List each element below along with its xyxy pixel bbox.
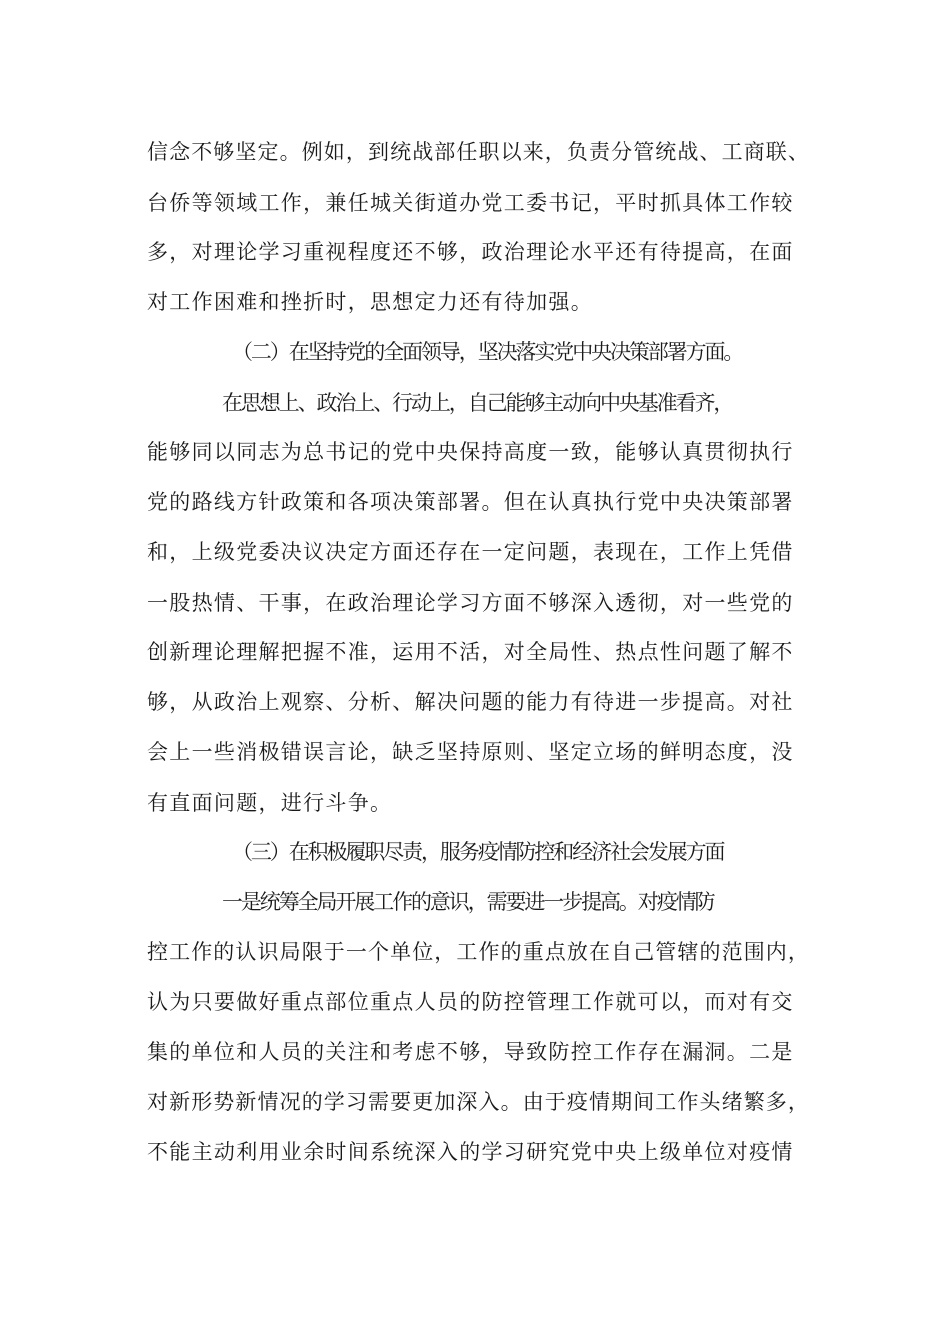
section-heading-3: （三）在积极履职尽责，服务疫情防控和经济社会发展方面 — [232, 840, 724, 864]
paragraph-line: 党的路线方针政策和各项决策部署。但在认真执行党中央决策部署 — [147, 490, 794, 514]
paragraph-line: 认为只要做好重点部位重点人员的防控管理工作就可以，而对有交 — [147, 990, 794, 1014]
paragraph-line: 在思想上、政治上、行动上，自己能够主动向中央基准看齐， — [222, 391, 733, 415]
paragraph-line: 能够同以同志为总书记的党中央保持高度一致，能够认真贯彻执行 — [147, 440, 794, 464]
paragraph-line: 一股热情、干事，在政治理论学习方面不够深入透彻，对一些党的 — [147, 591, 794, 615]
paragraph-line: 和，上级党委决议决定方面还存在一定问题，表现在，工作上凭借 — [147, 540, 794, 564]
paragraph-line: 对新形势新情况的学习需要更加深入。由于疫情期间工作头绪繁多， — [147, 1090, 810, 1114]
paragraph-line: 多，对理论学习重视程度还不够，政治理论水平还有待提高，在面 — [147, 240, 794, 264]
paragraph-line: 信念不够坚定。例如，到统战部任职以来，负责分管统战、工商联、 — [147, 140, 810, 164]
paragraph-line: 集的单位和人员的关注和考虑不够，导致防控工作存在漏洞。二是 — [147, 1040, 794, 1064]
paragraph-line: 控工作的认识局限于一个单位，工作的重点放在自己管辖的范围内， — [147, 940, 810, 964]
paragraph-line: 有直面问题，进行斗争。 — [147, 791, 393, 815]
paragraph-line: 对工作困难和挫折时，思想定力还有待加强。 — [147, 290, 593, 314]
paragraph-line: 不能主动利用业余时间系统深入的学习研究党中央上级单位对疫情 — [147, 1140, 794, 1164]
paragraph-line: 一是统筹全局开展工作的意识，需要进一步提高。对疫情防 — [222, 890, 714, 914]
paragraph-line: 会上一些消极错误言论，缺乏坚持原则、坚定立场的鲜明态度，没 — [147, 740, 794, 764]
paragraph-line: 台侨等领域工作，兼任城关街道办党工委书记，平时抓具体工作较 — [147, 191, 794, 215]
section-heading-2: （二）在坚持党的全面领导，坚决落实党中央决策部署方面。 — [232, 340, 743, 364]
paragraph-line: 创新理论理解把握不准，运用不活，对全局性、热点性问题了解不 — [147, 640, 794, 664]
paragraph-line: 够，从政治上观察、分析、解决问题的能力有待进一步提高。对社 — [147, 690, 794, 714]
